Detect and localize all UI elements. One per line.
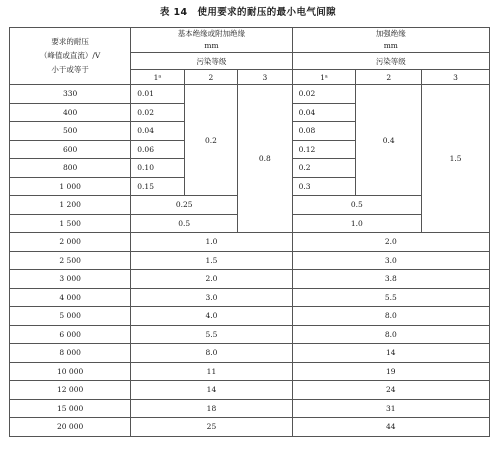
pollution-level-header: 2 bbox=[184, 70, 237, 85]
table-row bbox=[10, 362, 490, 381]
reinforced-all-pd-cell: 31 bbox=[292, 399, 489, 418]
table-row bbox=[10, 85, 490, 104]
pollution-level-header: 3 bbox=[238, 70, 292, 85]
basic-pd12-cell: 0.5 bbox=[131, 214, 238, 233]
voltage-cell: 2 500 bbox=[10, 251, 131, 270]
table-row bbox=[10, 381, 490, 400]
voltage-header bbox=[10, 28, 131, 85]
reinforced-all-pd-cell: 5.5 bbox=[292, 288, 489, 307]
table-row bbox=[10, 344, 490, 363]
clearance-table bbox=[9, 27, 490, 437]
basic-pd1-cell: 0.15 bbox=[131, 177, 184, 196]
basic-all-pd-cell: 2.0 bbox=[131, 270, 292, 289]
voltage-cell: 10 000 bbox=[10, 362, 131, 381]
voltage-cell: 600 bbox=[10, 140, 131, 159]
table-row bbox=[10, 325, 490, 344]
reinforced-pd1-cell: 0.02 bbox=[292, 85, 356, 104]
reinforced-all-pd-cell: 24 bbox=[292, 381, 489, 400]
basic-all-pd-cell: 11 bbox=[131, 362, 292, 381]
voltage-header-line: （峰值或直流）/V bbox=[39, 51, 101, 60]
reinforced-insulation-header bbox=[292, 28, 489, 53]
basic-pd1-cell: 0.04 bbox=[131, 122, 184, 141]
pollution-level-header: 2 bbox=[356, 70, 422, 85]
basic-all-pd-cell: 4.0 bbox=[131, 307, 292, 326]
basic-all-pd-cell: 8.0 bbox=[131, 344, 292, 363]
voltage-cell: 330 bbox=[10, 85, 131, 104]
reinforced-all-pd-cell: 8.0 bbox=[292, 325, 489, 344]
basic-pd1-cell: 0.01 bbox=[131, 85, 184, 104]
reinforced-pd1-cell: 0.3 bbox=[292, 177, 356, 196]
reinforced-pd1-cell: 0.2 bbox=[292, 159, 356, 178]
basic-all-pd-cell: 18 bbox=[131, 399, 292, 418]
voltage-cell: 12 000 bbox=[10, 381, 131, 400]
basic-pd1-cell: 0.06 bbox=[131, 140, 184, 159]
voltage-cell: 1 200 bbox=[10, 196, 131, 215]
voltage-cell: 4 000 bbox=[10, 288, 131, 307]
basic-pd3-merged-cell: 0.8 bbox=[238, 85, 292, 233]
pollution-degree-header: 污染等级 bbox=[292, 53, 489, 70]
reinforced-pd12-cell: 0.5 bbox=[292, 196, 421, 215]
voltage-cell: 800 bbox=[10, 159, 131, 178]
voltage-cell: 8 000 bbox=[10, 344, 131, 363]
reinforced-insulation-unit: mm bbox=[383, 41, 398, 50]
voltage-cell: 15 000 bbox=[10, 399, 131, 418]
reinforced-insulation-label: 加强绝缘 bbox=[375, 29, 406, 38]
pollution-level-header: 1ᵃ bbox=[292, 70, 356, 85]
voltage-cell: 3 000 bbox=[10, 270, 131, 289]
reinforced-pd1-cell: 0.08 bbox=[292, 122, 356, 141]
pollution-level-header: 3 bbox=[422, 70, 490, 85]
table-row bbox=[10, 233, 490, 252]
basic-all-pd-cell: 14 bbox=[131, 381, 292, 400]
reinforced-all-pd-cell: 2.0 bbox=[292, 233, 489, 252]
table-title: 表 14 使用要求的耐压的最小电气间隙 bbox=[159, 7, 337, 18]
reinforced-all-pd-cell: 3.0 bbox=[292, 251, 489, 270]
voltage-cell: 1 500 bbox=[10, 214, 131, 233]
basic-insulation-unit: mm bbox=[204, 41, 219, 50]
reinforced-pd12-cell: 1.0 bbox=[292, 214, 421, 233]
basic-pd12-cell: 0.25 bbox=[131, 196, 238, 215]
pollution-level-header: 1ᵃ bbox=[131, 70, 184, 85]
table-row bbox=[10, 251, 490, 270]
voltage-cell: 20 000 bbox=[10, 418, 131, 437]
reinforced-all-pd-cell: 8.0 bbox=[292, 307, 489, 326]
reinforced-pd1-cell: 0.12 bbox=[292, 140, 356, 159]
voltage-cell: 2 000 bbox=[10, 233, 131, 252]
basic-insulation-header bbox=[131, 28, 292, 53]
table-row bbox=[10, 270, 490, 289]
reinforced-all-pd-cell: 19 bbox=[292, 362, 489, 381]
reinforced-pd3-merged-cell: 1.5 bbox=[422, 85, 490, 233]
table-row bbox=[10, 399, 490, 418]
reinforced-all-pd-cell: 3.8 bbox=[292, 270, 489, 289]
voltage-cell: 5 000 bbox=[10, 307, 131, 326]
basic-insulation-label: 基本绝缘或附加绝缘 bbox=[177, 29, 246, 38]
reinforced-all-pd-cell: 44 bbox=[292, 418, 489, 437]
basic-pd1-cell: 0.02 bbox=[131, 103, 184, 122]
table-row bbox=[10, 418, 490, 437]
reinforced-pd2-merged-cell: 0.4 bbox=[356, 85, 422, 196]
basic-all-pd-cell: 5.5 bbox=[131, 325, 292, 344]
basic-all-pd-cell: 1.5 bbox=[131, 251, 292, 270]
basic-pd2-merged-cell: 0.2 bbox=[184, 85, 237, 196]
reinforced-all-pd-cell: 14 bbox=[292, 344, 489, 363]
basic-all-pd-cell: 3.0 bbox=[131, 288, 292, 307]
table-row bbox=[10, 288, 490, 307]
voltage-header-line: 小于或等于 bbox=[51, 65, 89, 74]
voltage-cell: 1 000 bbox=[10, 177, 131, 196]
pollution-degree-header: 污染等级 bbox=[131, 53, 292, 70]
voltage-header-line: 要求的耐压 bbox=[51, 37, 89, 46]
basic-all-pd-cell: 25 bbox=[131, 418, 292, 437]
voltage-cell: 500 bbox=[10, 122, 131, 141]
voltage-cell: 400 bbox=[10, 103, 131, 122]
table-row bbox=[10, 307, 490, 326]
basic-pd1-cell: 0.10 bbox=[131, 159, 184, 178]
reinforced-pd1-cell: 0.04 bbox=[292, 103, 356, 122]
basic-all-pd-cell: 1.0 bbox=[131, 233, 292, 252]
voltage-cell: 6 000 bbox=[10, 325, 131, 344]
